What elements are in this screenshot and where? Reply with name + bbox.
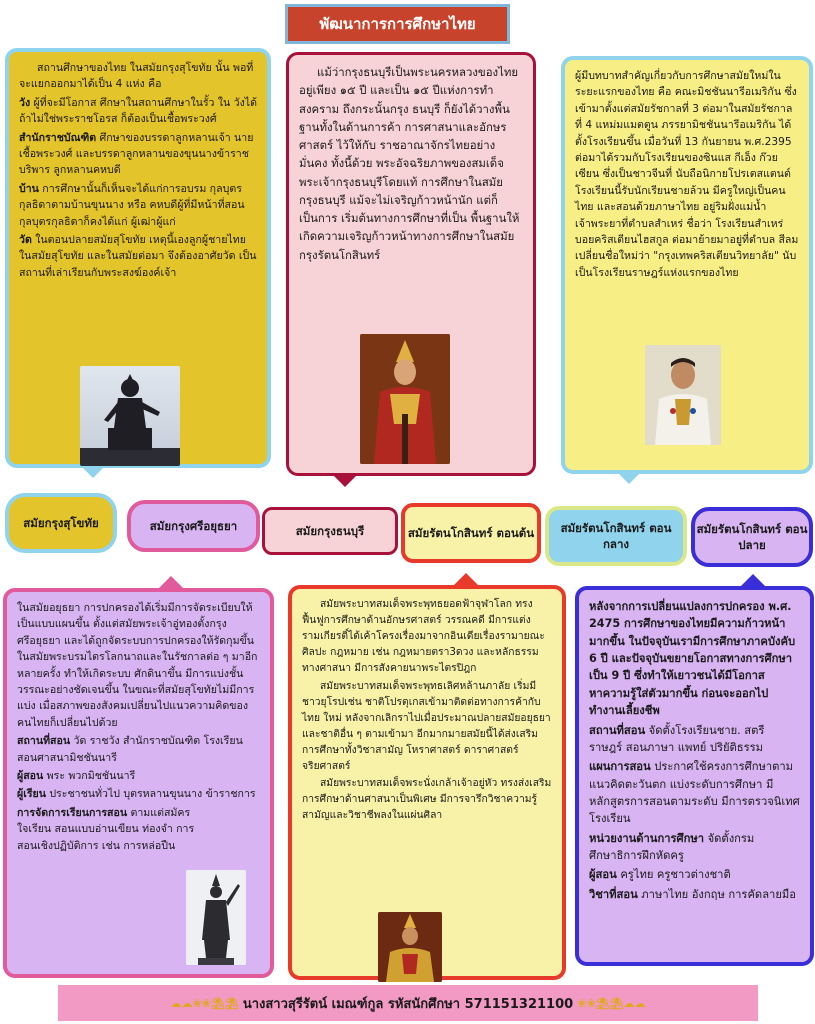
learner-text: ประชาชนทั่วไป บุตรหลานขุนนาง ข้าราชการ — [45, 788, 256, 801]
sukhothai-wang — [19, 95, 257, 128]
rattanakosin-late-intro: หลังจากการเปลี่ยนแปลงการปกครอง พ.ศ. 2475 การศึกษาของไทยมีความก้าวหน้ามากขึ้น ในปัจจุบันเรามีการศึกษาภาคบังคับ 6 ปี และปัจจุบันขยายโอกาสทางการศึกษาเป็น 9 ปี ซึ่งทำให้เยาวชนได้มีโอกาสหาความรู้ใส่ตัวมากขึ้น ก่อนจะออกไปทำงานเลี้ยงชีพ — [589, 600, 796, 718]
king-rama3-portrait-image — [378, 912, 442, 982]
teacher-term: ผู้สอน — [589, 868, 617, 882]
rattanakosin-late-plan — [589, 758, 800, 827]
ayutthaya-method — [17, 805, 260, 854]
place-text: จัดตั้งโรงเรียนชาย. สตรี ราษฎร์ สอนภาษา แพทย์ ปริยัติธรรม — [589, 723, 765, 754]
wang-term: วัง — [19, 96, 31, 109]
sukhothai-intro: สถานศึกษาของไทย ในสมัยกรุงสุโขทัย นั้น พอที่จะแยกออกมาได้เป็น 4 แห่ง คือ — [19, 62, 254, 91]
teacher-text: ครูไทย ครูชาวต่างชาติ — [616, 868, 731, 882]
learner-term: ผู้เรียน — [17, 788, 46, 801]
king-taksin-portrait-image — [360, 334, 450, 464]
sukhothai-ban — [19, 181, 257, 230]
ayutthaya-place — [17, 733, 260, 766]
era-thonburi: สมัยกรุงธนบุรี — [262, 507, 398, 555]
samnak-term: สำนักราชบัณฑิต — [19, 131, 97, 144]
decoration-left: ☁☁❀❀⛱⛱ — [170, 996, 239, 1010]
era-rattanakosin-early: สมัยรัตนโกสินทร์ ตอนต้น — [401, 503, 541, 563]
author-footer — [58, 985, 758, 1021]
ayutthaya-intro: ในสมัยอยุธยา การปกครองได้เริ่มมีการจัดระเบียบให้เป็นแบบแผนขึ้น ตั้งแต่สมัยพระเจ้าอู่ทองตั้งกรุงศรีอยุธยา และได้ถูกจัดระบบการปกครองให้รัดกุมขึ้น ในสมัยพระบรมไตรโลกนาถและในรัชกาลต่อ ๆ มาอีกหลายครั้ง ทำให้เกิดระบบ ศักดินาขึ้น มีการแบ่งชั้นวรรณะอย่างชัดเจนขึ้น ในขณะที่สมัยสุโขทัยไม่มีการแบ่ง เมื่อสภาพของสังคมเปลี่ยนไปแนวความคิดของคนไทยก็เปลี่ยนไปด้วย — [17, 602, 258, 729]
samnak-text: ศึกษาของบรรดาลูกหลานเจ้า นายเชื้อพระวงศ์ และบรรดาลูกหลานของขุนนางข้าราชบริพาร ลูกหลานคหบดี — [19, 131, 254, 177]
rattanakosin-late-teacher — [589, 866, 800, 883]
page-title: พัฒนาการการศึกษาไทย — [285, 4, 510, 44]
king-rama5-portrait-image — [645, 345, 721, 445]
method-term: การจัดการเรียนการสอน — [17, 806, 128, 819]
author-credit: นางสาวสุรีรัตน์ เมณฑ์กูล รหัสนักศึกษา 571151321100 — [242, 996, 574, 1012]
ban-term: บ้าน — [19, 182, 39, 195]
place-term: สถานที่สอน — [17, 735, 71, 748]
agency-text: จัดตั้งกรมศึกษาธิการฝึกหัดครู — [589, 831, 755, 863]
subject-text: ภาษาไทย อังกฤษ การคัดลายมือ — [637, 887, 796, 901]
rattanakosin-middle-text: ผู้มีบทบาทสำคัญเกี่ยวกับการศึกษาสมัยใหม่ในระยะแรกของไทย คือ คณะมิชชันนารีอเมริกัน ซึ่งเข้ามาตั้งแต่สมัยรัชกาลที่ 3 ต่อมาในสมัยรัชกาลที่ 4 แหม่มแมตตูน ภรรยามิชชันนารีอเมริกัน ได้ตั้งโรงเรียนขึ้น เมื่อวันที่ 13 กันยายน พ.ศ.2395 ต่อมาได้รวมกับโรงเรียนของซินแส กีเอ็ง ก๊วยเซียน ซึ่งเป็นชาวจีนที่ นับถือนิกายโปรเตสแตนต์ โรงเรียนนี้รับนักเรียนชายล้วน มีครูใหญ่เป็นคนไทย และสอนด้วยภาษาไทย อยู่ริมฝั่งแม่น้ำเจ้าพระยาที่ตำบลสำเหร่ ชื่อว่า โรงเรียนสำเหร่บอยคริสเตียนไฮสกูล ต่อมาย้ายมาอยู่ที่ตำบล สีลม เปลี่ยนชื่อใหม่ว่า "กรุงเทพคริสเตียนวิทยาลัย" นับเป็นโรงเรียนราษฎร์แห่งแรกของไทย — [575, 70, 799, 279]
place-term: สถานที่สอน — [589, 723, 646, 737]
decoration-right: ❀❀⛱⛱☁☁ — [577, 996, 646, 1010]
king-ramkhamhaeng-statue-image — [80, 366, 180, 466]
rattanakosin-early-p3: สมัยพระบาทสมเด็จพระนั่งเกล้าเจ้าอยู่หัว ทรงส่งเสริมการศึกษาด้านศาสนาเป็นพิเศษ มีการจารึกวิชาความรู้สามัญและวิชาชีพลงในแผ่นศิลา — [302, 777, 552, 822]
rattanakosin-early-p2: สมัยพระบาทสมเด็จพระพุทธเลิศหล้านภาลัย เริ่มมีชาวยุโรปเช่น ชาติโปรตุเกสเข้ามาติดต่อทางการค้ากับไทย ใหม่ หลังจากเลิกราไปเมื่อประมาณปลายสมัยอยุธยา และชาติอื่น ๆ ตามเข้ามา อีกมากมายสมัยนี้ได้ส่งเสริมการศึกษาทั้งวิชาสามัญ โหราศาสตร์ ดาราศาสตร์ จริยศาสตร์ — [302, 679, 551, 772]
sukhothai-samnak — [19, 130, 257, 179]
rattanakosin-early-p1: สมัยพระบาทสมเด็จพระพุทธยอดฟ้าจุฬาโลก ทรงฟื้นฟูการศึกษาด้านอักษรศาสตร์ วรรณคดี มีการแต่งรามเกียรติ์ได้เค้าโครงเรื่องมาจากอินเดียเรื่องรามายณะ ศิลปะ กฎหมาย เช่น กฎหมายตรา3ดวง และหลักธรรมทางศาสนา มีการสังคายนาพระไตรปิฎก — [302, 598, 545, 674]
ban-text: การศึกษานั้นก็เห็นจะได้แก่การอบรม กุลบุตรกุลธิดาตามบ้านขุนนาง หรือ คหบดีผู้ที่มีหน้าที่สอนกุลบุตรกุลธิดาก็คงได้แก่ ผู้เฒ่าผู้แก่ — [19, 182, 245, 228]
era-rattanakosin-late: สมัยรัตนโกสินทร์ ตอนปลาย — [691, 507, 813, 567]
plan-text: ประกาศใช้ครงการศึกษาตามแนวคิดตะวันตก แบ่งระดับการศึกษา มีหลักสูตรการสอนตามระดับ มีการตรวจนิเทศโรงเรียน — [589, 760, 800, 826]
wang-text: ผู้ที่จะมีโอกาส ศึกษาในสถานศึกษาในรั้ว ใน วังได้ ถ้าไม่ใช่พระราชโอรส ก็ต้องเป็นเชื้อพระวงศ์ — [19, 96, 257, 126]
ayutthaya-learner — [17, 786, 260, 802]
rattanakosin-late-subject — [589, 886, 800, 903]
king-naresuan-statue-image — [186, 870, 246, 965]
wat-term: วัด — [19, 234, 32, 247]
place-text: วัด ราชวัง สำนักราชบัณฑิต โรงเรียนสอนศาสนามิชชันนารี — [17, 735, 243, 764]
era-sukhothai: สมัยกรุงสุโขทัย — [5, 493, 117, 553]
ayutthaya-teacher — [17, 768, 260, 784]
subject-term: วิชาที่สอน — [589, 887, 638, 901]
wat-text: ในตอนปลายสมัยสุโขทัย เหตุนี้เองลูกผู้ชายไทยในสมัยสุโขทัย และในสมัยต่อมา จึงต้องอาศัยวัด เป็นสถานที่เล่าเรียนกับพระสงฆ์องค์เจ้า — [19, 234, 257, 279]
method-text: ตามแต่สมัครใจเรียน สอนแบบอ่านเขียน ท่องจำ การสอนเชิงปฏิบัติการ เช่น การหล่อปืน — [17, 806, 195, 852]
sukhothai-wat — [19, 232, 257, 281]
thonburi-text: แม้ว่ากรุงธนบุรีเป็นพระนครหลวงของไทยอยู่เพียง ๑๕ ปี และเป็น ๑๕ ปีแห่งการทำสงคราม ถึงกระนั้นกรุง ธนบุรี ก็ยังได้วางพื้นฐานทั้งในด้านการค้า การศาสนาและอักษรศาสตร์ ไว้ให้กับ ราชอาณาจักรไทยอย่างมั่นคง ทั้งนี้ด้วย พระอัจฉริยภาพของสมเด็จพระเจ้ากรุงธนบุรีโดยแท้ การศึกษาในสมัยกรุงธนบุรี แม้จะไม่เจริญก้าวหน้านัก แต่ก็เป็นการ เริ่มต้นทางการศึกษาที่เป็น พื้นฐานให้เกิดความเจริญก้าวหน้าทางการศึกษาในสมัยกรุงรัตนโกสินทร์ — [299, 65, 520, 262]
era-rattanakosin-middle: สมัยรัตนโกสินทร์ ตอนกลาง — [545, 506, 687, 566]
rattanakosin-late-place — [589, 722, 800, 757]
era-ayutthaya: สมัยกรุงศรีอยุธยา — [127, 500, 260, 552]
agency-term: หน่วยงานด้านการศึกษา — [589, 831, 705, 845]
rattanakosin-late-agency — [589, 830, 800, 865]
teacher-term: ผู้สอน — [17, 770, 44, 783]
rattanakosin-late-card — [575, 586, 814, 966]
plan-term: แผนการสอน — [589, 760, 651, 774]
teacher-text: พระ พวกมิชชันนารี — [43, 770, 136, 783]
